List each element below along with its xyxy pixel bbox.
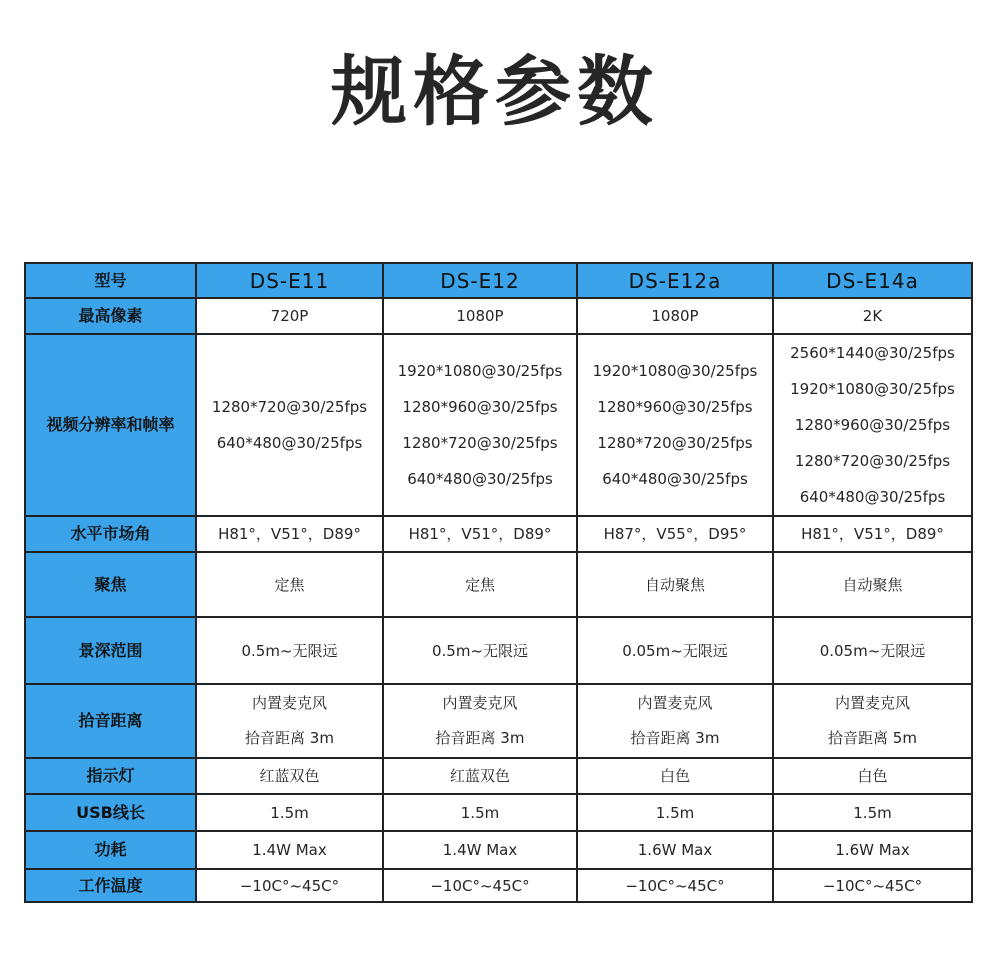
spec-cell [383, 552, 577, 617]
row-label: 视频分辨率和帧率 [25, 334, 196, 516]
spec-row-focus [25, 552, 972, 617]
cell-line: 红蓝双色 [259, 767, 320, 785]
spec-cell [196, 684, 383, 758]
model-header: DS-E11 [196, 263, 383, 298]
spec-cell [383, 794, 577, 831]
page-title: 规格参数 [331, 47, 659, 136]
spec-cell [196, 869, 383, 902]
header-label: 型号 [25, 263, 196, 298]
cell-line: 2560*1440@30/25fps [790, 344, 955, 362]
spec-cell [577, 516, 773, 552]
spec-cell [577, 552, 773, 617]
row-label: 聚焦 [25, 552, 196, 617]
row-label: USB线长 [25, 794, 196, 831]
spec-cell [577, 869, 773, 902]
spec-cell [383, 516, 577, 552]
cell-line: 内置麦克风 [442, 694, 518, 712]
cell-line: −10C°~45C° [239, 876, 340, 895]
spec-cell [773, 831, 972, 869]
spec-cell [196, 617, 383, 684]
spec-cell [773, 758, 972, 794]
spec-cell [196, 758, 383, 794]
row-label: 最高像素 [25, 298, 196, 334]
spec-cell [773, 869, 972, 902]
cell-line: −10C°~45C° [625, 876, 725, 895]
spec-cell [383, 869, 577, 902]
cell-line: −10C°~45C° [430, 876, 530, 895]
cell-line: 内置麦克风 [834, 694, 910, 712]
cell-line: 0.5m~无限远 [431, 641, 529, 660]
spec-cell [773, 794, 972, 831]
row-label: 水平市场角 [25, 516, 196, 552]
spec-cell [773, 684, 972, 758]
cell-line: 定焦 [464, 575, 495, 594]
model-header: DS-E14a [773, 263, 972, 298]
spec-table [24, 262, 973, 903]
cell-line: 1080P [651, 307, 699, 325]
spec-cell [383, 684, 577, 758]
spec-cell [773, 298, 972, 334]
spec-cell [196, 298, 383, 334]
cell-line: 1.4W Max [252, 841, 327, 859]
spec-cell [196, 794, 383, 831]
cell-line: 1280*960@30/25fps [402, 398, 558, 416]
cell-line: 1.5m [655, 803, 695, 822]
spec-cell [773, 617, 972, 684]
cell-line: 640*480@30/25fps [407, 470, 553, 488]
cell-line: 640*480@30/25fps [216, 434, 363, 452]
header-row [25, 263, 972, 298]
cell-line: 640*480@30/25fps [799, 488, 946, 506]
row-label: 功耗 [25, 831, 196, 869]
spec-row-pickup-distance [25, 684, 972, 758]
cell-line: 640*480@30/25fps [602, 470, 748, 488]
spec-cell [383, 298, 577, 334]
spec-row-power [25, 831, 972, 869]
cell-line: 红蓝双色 [449, 767, 510, 785]
cell-line: 0.05m~无限远 [819, 641, 926, 660]
cell-line: H81°，V51°，D89° [218, 525, 361, 543]
spec-cell [577, 298, 773, 334]
cell-line: 自动聚焦 [644, 575, 705, 594]
spec-cell [577, 794, 773, 831]
spec-row-resolution-framerate [25, 334, 972, 516]
cell-line: 2K [862, 307, 883, 325]
spec-cell [196, 552, 383, 617]
cell-line: 1280*720@30/25fps [211, 398, 368, 416]
spec-cell [577, 831, 773, 869]
spec-cell [577, 684, 773, 758]
spec-cell [383, 617, 577, 684]
cell-line: 0.05m~无限远 [622, 641, 728, 660]
spec-cell [383, 758, 577, 794]
spec-cell [577, 334, 773, 516]
spec-row-max-pixels [25, 298, 972, 334]
cell-line: 内置麦克风 [251, 694, 327, 712]
spec-cell [383, 334, 577, 516]
model-header: DS-E12 [383, 263, 577, 298]
row-label: 景深范围 [25, 617, 196, 684]
spec-row-depth-of-field [25, 617, 972, 684]
spec-cell [196, 334, 383, 516]
cell-line: H81°，V51°，D89° [801, 525, 944, 543]
cell-line: 1280*720@30/25fps [597, 434, 753, 452]
cell-line: 1.5m [270, 803, 309, 822]
spec-cell [773, 552, 972, 617]
cell-line: 720P [270, 307, 309, 325]
cell-line: 定焦 [274, 575, 305, 594]
model-header: DS-E12a [577, 263, 773, 298]
cell-line: 白色 [857, 767, 888, 785]
spec-cell [577, 617, 773, 684]
cell-line: 拾音距离 3m [435, 729, 525, 747]
cell-line: 0.5m~无限远 [241, 641, 338, 660]
cell-line: 1920*1080@30/25fps [790, 380, 955, 398]
spec-cell [577, 758, 773, 794]
cell-line: 1280*960@30/25fps [794, 416, 951, 434]
spec-row-indicator-light [25, 758, 972, 794]
spec-cell [196, 831, 383, 869]
spec-cell [773, 516, 972, 552]
cell-line: 内置麦克风 [637, 694, 713, 712]
spec-cell [383, 831, 577, 869]
cell-line: 白色 [659, 767, 690, 785]
spec-row-operating-temperature [25, 869, 972, 902]
cell-line: 自动聚焦 [842, 575, 903, 594]
cell-line: 拾音距离 5m [828, 729, 917, 747]
cell-line: 拾音距离 3m [630, 729, 720, 747]
cell-line: 1920*1080@30/25fps [397, 362, 563, 380]
cell-line: 1.5m [460, 803, 500, 822]
row-label: 指示灯 [25, 758, 196, 794]
cell-line: 1.6W Max [835, 841, 910, 859]
row-label: 拾音距离 [25, 684, 196, 758]
cell-line: 拾音距离 3m [245, 729, 334, 747]
cell-line: 1280*960@30/25fps [597, 398, 753, 416]
spec-row-field-of-view [25, 516, 972, 552]
cell-line: 1.5m [853, 803, 892, 822]
cell-line: 1280*720@30/25fps [402, 434, 558, 452]
cell-line: −10C°~45C° [822, 876, 923, 895]
cell-line: 1280*720@30/25fps [794, 452, 951, 470]
spec-cell [773, 334, 972, 516]
cell-line: 1.4W Max [442, 841, 518, 859]
cell-line: 1920*1080@30/25fps [592, 362, 758, 380]
cell-line: 1080P [456, 307, 504, 325]
spec-cell [196, 516, 383, 552]
cell-line: H87°，V55°，D95° [603, 525, 747, 543]
spec-row-usb-cable-length [25, 794, 972, 831]
cell-line: 1.6W Max [637, 841, 713, 859]
row-label: 工作温度 [25, 869, 196, 902]
cell-line: H81°，V51°，D89° [408, 525, 552, 543]
